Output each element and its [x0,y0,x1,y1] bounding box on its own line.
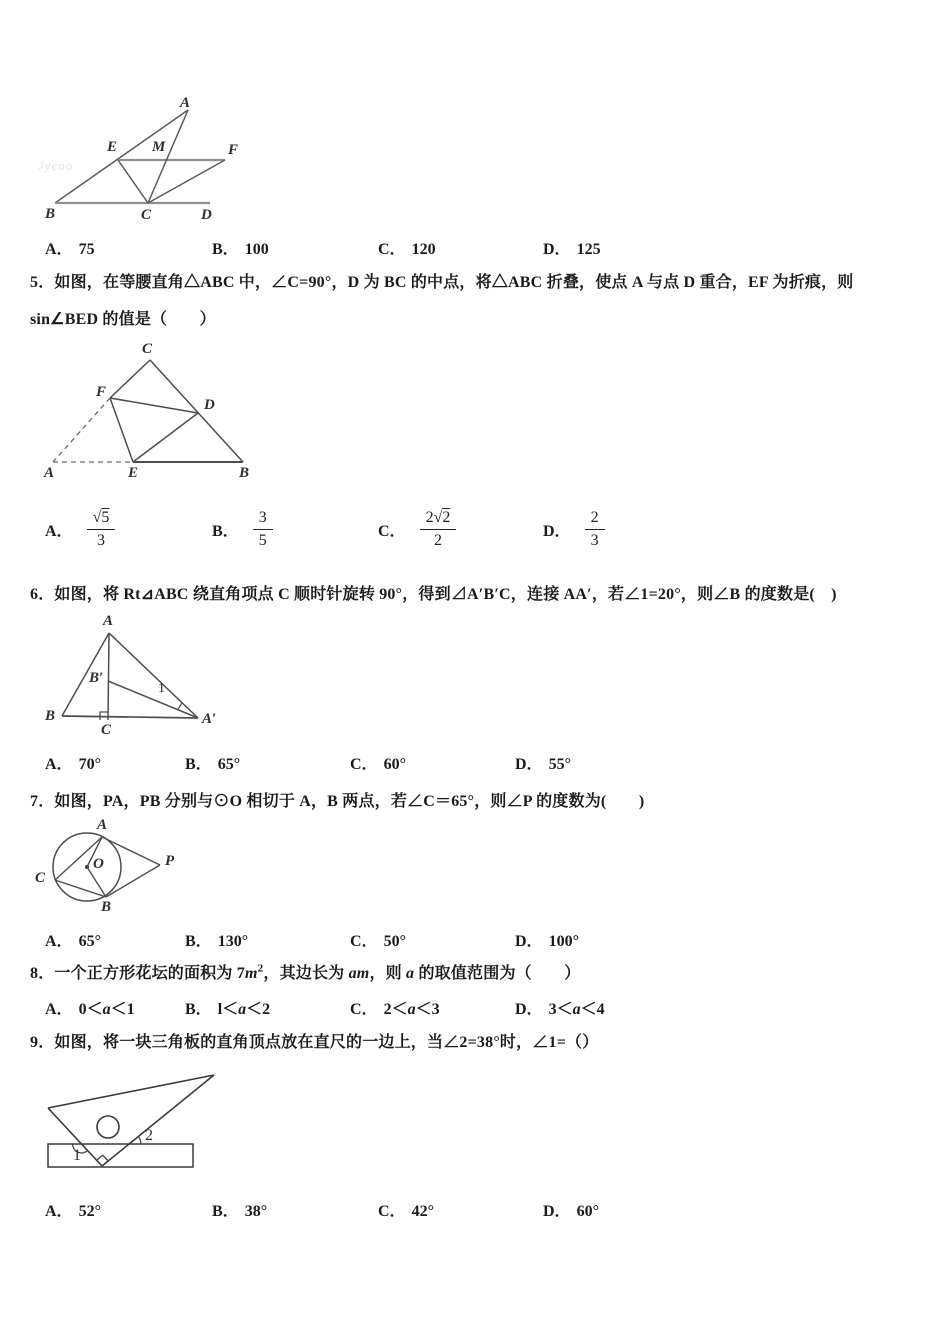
fig6-label-a: A [103,613,114,629]
fig7-label-c: C [35,870,46,886]
q7-option-b: B． 130° [185,933,249,950]
fig4-label-a: A [180,95,191,111]
q5-text-line2: sin∠BED 的值是（ ） [30,311,216,328]
watermark: Jyeoo [38,158,74,173]
q5-option-a: A． $\frac{√5}{3}$ [45,498,115,560]
q6-option-b: B． 65° [185,756,241,773]
figure-q4 [30,95,260,228]
q9-text: 9．如图，将一块三角板的直角顶点放在直尺的一边上，当∠2=38°时，∠1=（） [30,1034,599,1051]
q8-option-d: D． 3＜a＜4 [515,1001,605,1018]
q5-option-c: C． $\frac{2√2}{2}$ [378,498,456,560]
fig5-label-e: E [128,465,139,481]
q9-option-d: D． 60° [543,1203,599,1220]
q5-text-line1: 5．如图，在等腰直角△ABC 中，∠C=90°，D 为 BC 的中点，将△ABC 折叠，使点 A 与点 D 重合，EF 为折痕，则 [30,274,854,291]
q6-option-c: C． 60° [350,756,406,773]
fig7-label-b: B [101,899,112,915]
q9-options-row [0,1198,950,1220]
fig4-label-e: E [107,139,118,155]
figure-q5-drawing [30,342,265,482]
fig4-label-f: F [228,142,239,158]
q4-options-row [0,236,950,258]
q9-option-c: C． 42° [378,1203,434,1220]
fraction: $\frac{2√2}{2}$ [420,508,457,549]
q4-option-d: D． 125 [543,241,601,258]
sqrt-sign: √ [433,509,443,527]
fig7-label-o: O [93,856,104,872]
fig4-label-m: M [152,139,166,155]
fig9-label-angle1: 1 [73,1147,81,1164]
fig4-label-c: C [141,207,152,223]
figure-q5 [30,342,265,482]
q5-option-d: D． $\frac{2}{3}$ [543,498,605,560]
fig6-label-b: B [45,708,56,724]
fig5-label-b: B [239,465,250,481]
fig4-label-b: B [45,206,56,222]
q6-options-row [0,751,950,773]
figure-q9-drawing [30,1068,220,1174]
fraction: $\frac{3}{5}$ [253,508,273,549]
figure-q7-drawing [30,818,210,920]
fraction: $\frac{2}{3}$ [585,508,605,549]
q6-text: 6．如图，将 Rt⊿ABC 绕直角项点 C 顺时针旋转 90°，得到⊿A′B′C，连接 AA′，若∠1=20°，则∠B 的度数是( ) [30,586,837,603]
q9-option-a: A． 52° [45,1203,101,1220]
fig5-label-f: F [96,384,107,400]
q4-option-a: A． 75 [45,241,95,258]
q8-option-a: A． 0＜a＜1 [45,1001,135,1018]
fig7-label-a: A [97,817,108,833]
q7-text: 7．如图，PA，PB 分别与⊙O 相切于 A，B 两点，若∠C＝65°，则∠P 的度数为( ) [30,793,645,810]
fig4-label-d: D [201,207,212,223]
fig6-label-a-prime: A′ [202,711,217,727]
q5-option-b: B． $\frac{3}{5}$ [212,498,273,560]
q6-option-a: A． 70° [45,756,101,773]
superscript-2: 2 [257,962,264,975]
q8-text: 8．一个正方形花坛的面积为 $7m^2$，其边长为 am，则 a 的取值范围为（ ） [30,962,581,982]
fig6-label-c: C [101,722,112,738]
q7-option-a: A． 65° [45,933,101,950]
q8-option-b: B． l＜a＜2 [185,1001,271,1018]
q7-option-d: D． 100° [515,933,579,950]
q7-option-c: C． 50° [350,933,406,950]
figure-q7 [30,818,210,920]
figure-q6 [40,613,240,744]
q5-options-row [0,498,950,560]
fig6-label-b-prime: B′ [89,670,104,686]
var-a: a [406,965,415,982]
fig9-label-angle2: 2 [145,1127,153,1144]
fig5-label-d: D [204,397,215,413]
q8-option-c: C． 2＜a＜3 [350,1001,440,1018]
q6-option-d: D． 55° [515,756,571,773]
figure-q9 [30,1068,220,1174]
q4-option-c: C． 120 [378,241,436,258]
var-m: m [245,965,258,982]
fig7-label-p: P [165,853,175,869]
q4-option-b: B． 100 [212,241,269,258]
q8-options-row [0,996,950,1018]
sqrt-sign: √ [92,509,102,527]
fig6-label-angle1: 1 [158,681,165,696]
fig5-label-c: C [142,341,153,357]
var-am: am [348,965,370,982]
fig5-label-a: A [44,465,55,481]
q7-options-row [0,928,950,950]
q9-option-b: B． 38° [212,1203,268,1220]
fraction: $\frac{√5}{3}$ [87,508,116,549]
